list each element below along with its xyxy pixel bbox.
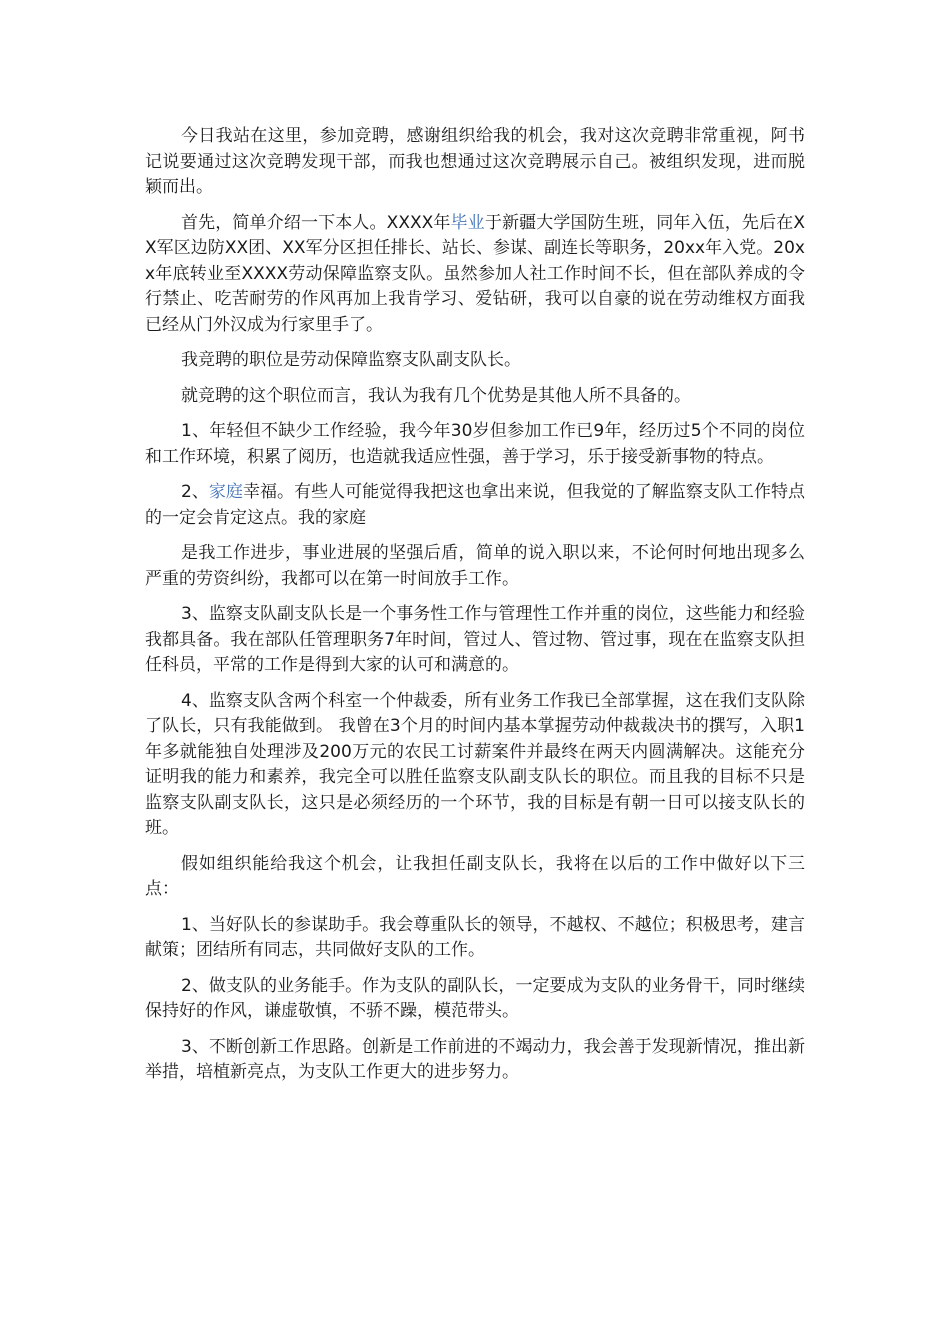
paragraph-self-introduction	[145, 211, 805, 339]
paragraph-text: 2、	[181, 482, 209, 502]
paragraph-plan-2: 2、做支队的业务能手。作为支队的副队长，一定要成为支队的业务骨干，同时继续保持好的作风，谦虚敬慎，不骄不躁，模范带头。	[145, 975, 805, 1021]
paragraph-position: 我竞聘的职位是劳动保障监察支队副支队长。	[181, 350, 521, 370]
paragraph-text: 首先，简单介绍一下本人。XXXX年	[181, 212, 451, 233]
paragraph-advantage-1: 1、年轻但不缺少工作经验，我今年30岁但参加工作已9年，经历过5个不同的岗位和工作环境，积累了阅历，也造就我适应性强，善于学习，乐于接受新事物的特点。	[145, 421, 805, 467]
paragraph-advantage-2	[145, 480, 805, 531]
paragraph-advantage-4: 4、监察支队含两个科室一个仲裁委，所有业务工作我已全部掌握，这在我们支队除了队长，只有我能做到。 我曾在3个月的时间内基本掌握劳动仲裁裁决书的撰写，入职1年多就能独自处理涉及200万元的农民工讨薪案件并最终在两天内圆满解决。这能充分证明我的能力和素养，我完全可以胜任监察支队副支队长的职位。而且我的目标不只是监察支队副支队长，这只是必须经历的一个环节，我的目标是有朝一日可以接支队长的班。	[145, 690, 805, 838]
paragraph-plan-3: 3、不断创新工作思路。创新是工作前进的不竭动力，我会善于发现新情况，推出新举措，培植新亮点，为支队工作更大的进步努力。	[145, 1036, 805, 1082]
paragraph-plan-intro: 假如组织能给我这个机会，让我担任副支队长，我将在以后的工作中做好以下三点：	[145, 853, 805, 899]
paragraph-advantage-3: 3、监察支队副支队长是一个事务性工作与管理性工作并重的岗位，这些能力和经验我都具备。我在部队任管理职务7年时间，管过人、管过物、管过事，现在在监察支队担任科员，平常的工作是得到大家的认可和满意的。	[145, 604, 805, 675]
paragraph-plan-1: 1、当好队长的参谋助手。我会尊重队长的领导，不越权、不越位；积极思考，建言献策；团结所有同志，共同做好支队的工作。	[145, 914, 805, 960]
paragraph-text: 于新疆大学国防生班，同年入伍，先后在XX军区边防XX团、XX军分区担任排长、站长、参谋、副连长等职务，20xx年入党。20xx年底转业至XXXX劳动保障监察支队。虽然参加人社工作时间不长，但在部队养成的令行禁止、吃苦耐劳的作风再加上我肯学习、爱钻研，我可以自豪的说在劳动维权方面我已经从门外汉成为行家里手了。	[145, 212, 805, 335]
paragraph-advantage-2-cont: 是我工作进步，事业进展的坚强后盾，简单的说入职以来，不论何时何地出现多么严重的劳资纠纷，我都可以在第一时间放手工作。	[145, 543, 805, 589]
link-family[interactable]: 家庭	[208, 482, 243, 502]
paragraph-intro: 今日我站在这里，参加竞聘，感谢组织给我的机会，我对这次竞聘非常重视，阿书记说要通过这次竞聘发现干部，而我也想通过这次竞聘展示自己。被组织发现，进而脱颖而出。	[145, 126, 805, 197]
document-body	[145, 124, 805, 1096]
paragraph-text: 幸福。有些人可能觉得我把这也拿出来说，但我觉的了解监察支队工作特点的一定会肯定这点。我的家庭	[145, 482, 806, 528]
paragraph-advantages-intro: 就竞聘的这个职位而言，我认为我有几个优势是其他人所不具备的。	[181, 385, 691, 406]
link-graduate[interactable]: 毕业	[450, 212, 485, 233]
